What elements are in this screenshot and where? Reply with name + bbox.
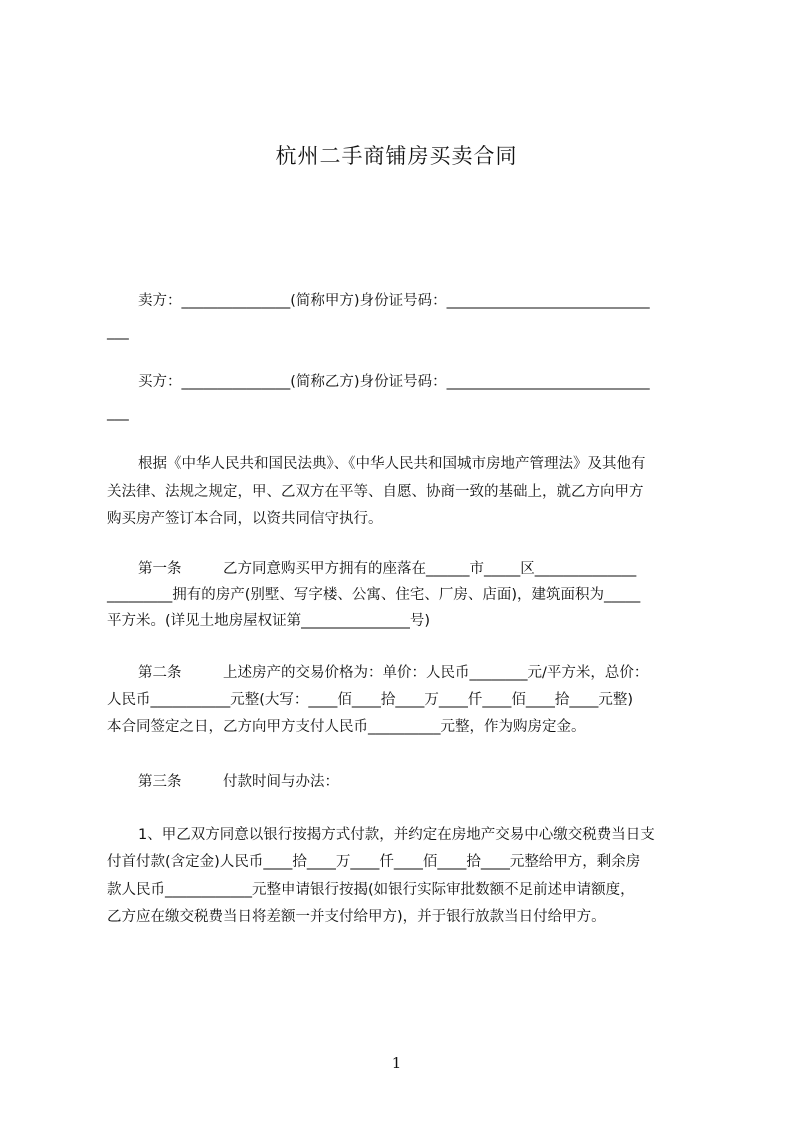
preamble-line-2: 关法律、法规之规定，甲、乙双方在平等、自愿、协商一致的基础上，就乙方向甲方 bbox=[107, 484, 644, 500]
document-title: 杭州二手商铺房买卖合同 bbox=[275, 144, 518, 168]
clause1-line-3: 款人民币____________元整申请银行按揭(如银行实际审批数额不足前述申请额度， bbox=[107, 882, 635, 898]
article2-line-3: 本合同签定之日，乙方向甲方支付人民币__________元整，作为购房定金。 bbox=[107, 719, 586, 735]
seller-line: 卖方：_______________(简称甲方)身份证号码：____________________________ bbox=[138, 293, 650, 309]
clause1-line-1: 1、甲乙双方同意以银行按揭方式付款，并约定在房地产交易中心缴交税费当日支 bbox=[138, 827, 655, 843]
preamble-line-3: 购买房产签订本合同，以资共同信守执行。 bbox=[107, 511, 383, 527]
article3-heading: 第三条 付款时间与办法： bbox=[138, 774, 339, 790]
article1-line-3: 平方米。(详见土地房屋权证第_______________号) bbox=[107, 613, 431, 629]
seller-line-cont: ___ bbox=[107, 324, 129, 340]
clause1-line-2: 付首付款(含定金)人民币____拾____万____仟____佰____拾____元整给甲方，剩余房 bbox=[107, 854, 641, 870]
article2-line-2: 人民币___________元整(大写：____佰____拾____万____仟____佰____拾____元整) bbox=[107, 692, 634, 708]
preamble-line-1: 根据《中华人民共和国民法典》、《中华人民共和国城市房地产管理法》及其他有 bbox=[138, 456, 646, 472]
article1-line-2: _________拥有的房产(别墅、写字楼、公寓、住宅、厂房、店面)，建筑面积为_____ bbox=[107, 587, 641, 603]
page-number: 1 bbox=[391, 1054, 402, 1072]
article2-line-1: 第二条 上述房产的交易价格为：单价：人民币________元/平方米，总价： bbox=[138, 665, 649, 681]
buyer-line-cont: ___ bbox=[107, 405, 129, 421]
buyer-line: 买方：_______________(简称乙方)身份证号码：____________________________ bbox=[138, 374, 650, 390]
clause1-line-4: 乙方应在缴交税费当日将差额一并支付给甲方)，并于银行放款当日付给甲方。 bbox=[107, 909, 606, 925]
article1-line-1: 第一条 乙方同意购买甲方拥有的座落在______市_____区______________ bbox=[138, 561, 637, 577]
